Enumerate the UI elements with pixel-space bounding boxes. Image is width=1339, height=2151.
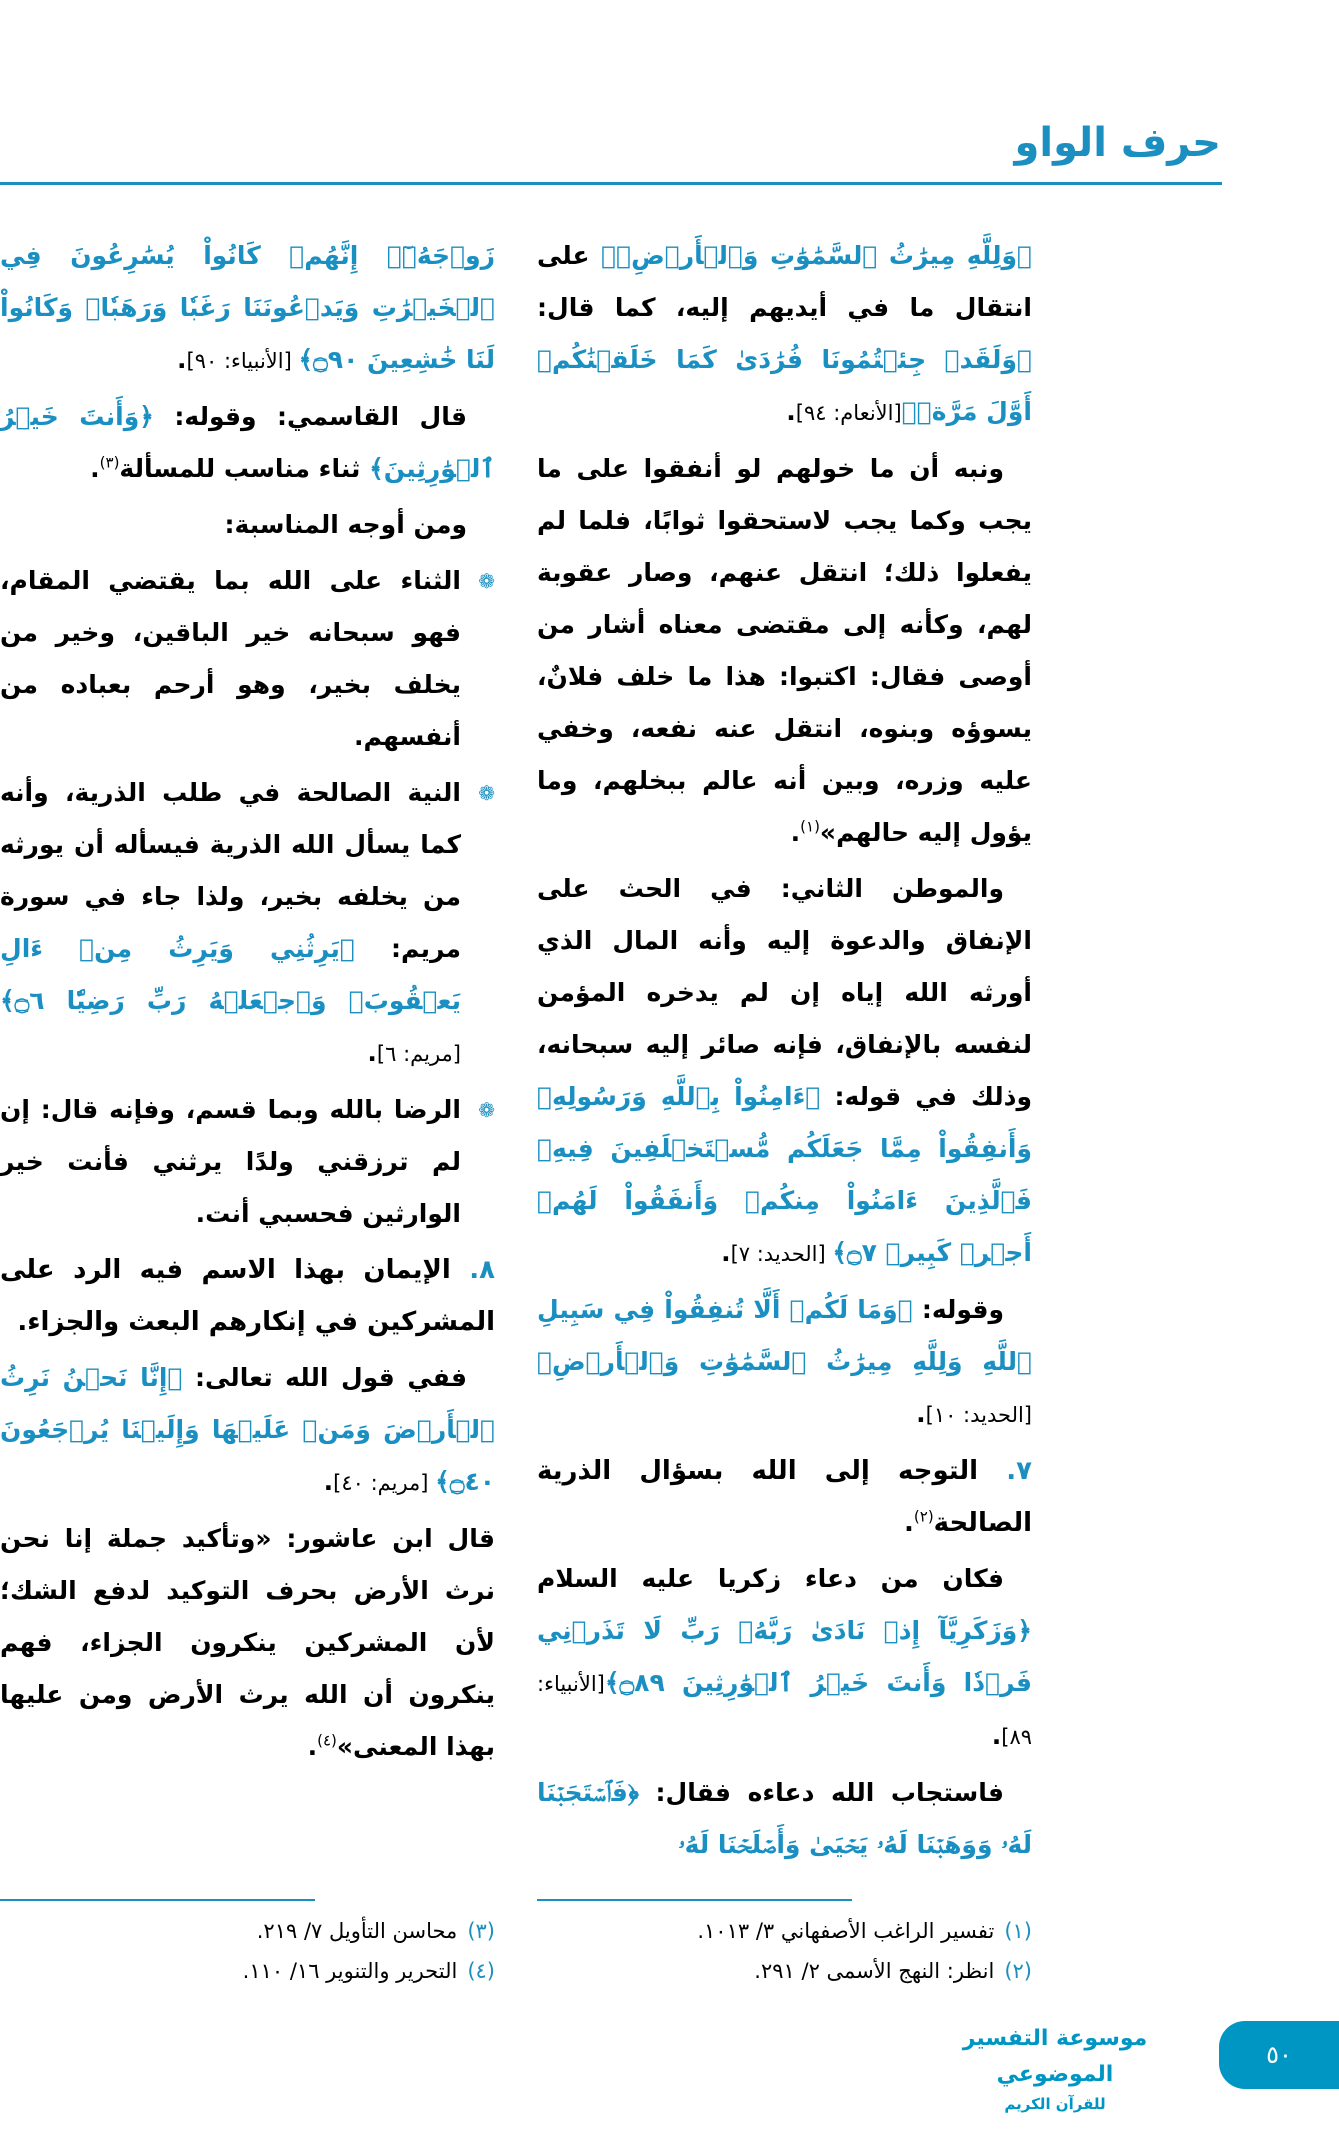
verse-reference: [الأنبياء: ٩٠]	[186, 349, 299, 373]
quran-verse: ﴿ءَامِنُواْ بِٱللَّهِ وَرَسُولِهِۦ وَأَنفِقُواْ مِمَّا جَعَلَكُم مُّسۡتَخۡلَفِينَ فِيهِۖ فَٱلَّذِينَ ءَامَنُواْ مِنكُمۡ وَأَنفَقُواْ لَهُمۡ أَجۡرٞ كَبِيرٞ ۝٧﴾	[537, 1082, 1032, 1267]
paragraph	[0, 391, 495, 495]
footnote-text: تفسير الراغب الأصفهاني ٣/ ١٠١٣.	[697, 1919, 995, 1943]
body-text: ونبه أن ما خولهم لو أنفقوا على ما يجب وكما يجب لاستحقوا ثوابًا، فلما لم يفعلوا ذلك؛ انتقل عنهم، وصار عقوبة لهم، وكأنه إلى مقتضى معناه أشار من أوصى فقال: اكتبوا: هذا ما خلف فلانٌ، يسوؤه وبنوه، انتقل عنه نفعه، وخفي عليه وزره، وبين أنه عالم ببخلهم، وما يؤول إليه حالهم»	[537, 454, 1032, 847]
verse-reference: [الأنبياء: ٨٩]	[537, 1672, 1032, 1749]
body-text: قال ابن عاشور: «وتأكيد جملة إنا نحن نرث الأرض بحرف التوكيد لدفع الشك؛ لأن المشركين ينكرون الجزاء، فهم ينكرون أن الله يرث الأرض ومن عليها بهذا المعنى»	[0, 1524, 495, 1761]
text-body	[0, 230, 1032, 1991]
paragraph	[537, 1767, 1032, 1871]
logo-title: موسوعة التفسير الموضوعي	[962, 2026, 1148, 2087]
quran-verse: ﴿فَٱسۡتَجَبۡنَا لَهُۥ وَوَهَبۡنَا لَهُۥ يَحۡيَىٰ وَأَصۡلَحۡنَا لَهُۥ	[537, 1778, 1032, 1859]
verse-reference: [الحديد: ١٠]	[925, 1403, 1032, 1427]
paragraph	[537, 1553, 1032, 1763]
flower-bullet-icon: ❁	[478, 781, 495, 805]
left-text-column	[0, 230, 495, 1875]
body-text: قال القاسمي: وقوله:	[153, 402, 467, 431]
paragraph	[0, 1352, 495, 1509]
flower-bullet-icon: ❁	[478, 569, 495, 593]
footnote-number: (١)	[1004, 1919, 1032, 1943]
page-number: ٥٠	[1219, 2021, 1339, 2089]
body-text: الرضا بالله وبما قسم، وفإنه قال: إن لم ترزقني ولدًا يرثني فأنت خير الوارثين فحسبي أنت.	[0, 1095, 461, 1228]
body-text: ومن أوجه المناسبة:	[224, 510, 467, 539]
body-text: ففي قول الله تعالى:	[182, 1363, 467, 1392]
quran-verse: ﴿وَأَنتَ خَيۡرُ ٱلۡوَٰرِثِينَ﴾	[0, 402, 495, 483]
logo-subtitle: للقرآن الكريم	[1004, 2095, 1106, 2113]
body-text: والموطن الثاني: في الحث على الإنفاق والدعوة إليه وأنه المال الذي أورثه الله إياه إن لم يدخره المؤمن لنفسه بالإنفاق، فإنه صائر إليه سبحانه، وذلك في قوله:	[537, 874, 1032, 1111]
quran-verse: ﴿وَمَا لَكُمۡ أَلَّا تُنفِقُواْ فِي سَبِيلِ ٱللَّهِ وَلِلَّهِ مِيرَٰثُ ٱلسَّمَٰوَٰتِ وَٱلۡأَرۡضِ﴾	[537, 1295, 1032, 1376]
paragraph	[0, 767, 495, 1080]
section-heading	[537, 1445, 1032, 1549]
paragraph	[0, 1513, 495, 1773]
body-text: .	[721, 1238, 731, 1267]
verse-reference: [الأنعام: ٩٤]	[795, 401, 902, 425]
paragraph	[537, 230, 1032, 439]
paragraph	[537, 1284, 1032, 1441]
footnote-marker: (١)	[800, 817, 820, 836]
body-text: .	[90, 454, 100, 483]
section-number: ٧.	[978, 1456, 1032, 1486]
body-text: .	[307, 1732, 318, 1761]
page-header	[0, 0, 1339, 200]
footnote	[537, 1951, 1032, 1991]
footnote-number: (٣)	[467, 1919, 495, 1943]
quran-verse: ﴿وَلِلَّهِ مِيرَٰثُ ٱلسَّمَٰوَٰتِ وَٱلۡأَرۡضِۗ﴾	[601, 241, 1033, 270]
footnote	[537, 1911, 1032, 1951]
quran-verse: ﴿وَلَقَدۡ جِئۡتُمُونَا فُرَٰدَىٰ كَمَا خَلَقۡنَٰكُمۡ أَوَّلَ مَرَّةٖ﴾	[537, 345, 1032, 426]
body-text: .	[916, 1399, 926, 1428]
body-text: فاستجاب الله دعاءه فقال:	[638, 1778, 1004, 1807]
section-number: ٨.	[450, 1255, 495, 1285]
quran-verse: ﴿يَرِثُنِي وَيَرِثُ مِنۡ ءَالِ يَعۡقُوبَۖ وَٱجۡعَلۡهُ رَبِّ رَضِيّٗا ۝٦﴾	[0, 934, 461, 1015]
paragraph	[537, 443, 1032, 859]
footnote-number: (٢)	[1004, 1959, 1032, 1983]
section-heading	[0, 1244, 495, 1348]
quran-verse: زَوۡجَهُۥٓۚ إِنَّهُمۡ كَانُواْ يُسَٰرِعُونَ فِي ٱلۡخَيۡرَٰتِ وَيَدۡعُونَنَا رَغَبٗا وَرَهَبٗاۖ وَكَانُواْ لَنَا خَٰشِعِينَ ۝٩٠﴾	[0, 241, 495, 374]
body-text: .	[786, 397, 796, 426]
body-text: الإيمان بهذا الاسم فيه الرد على المشركين في إنكارهم البعث والجزاء.	[0, 1255, 495, 1337]
paragraph	[0, 1084, 495, 1240]
header-divider	[0, 182, 1222, 185]
footnotes-left	[0, 1899, 495, 1991]
body-text: .	[991, 1721, 1002, 1750]
body-text: التوجه إلى الله بسؤال الذرية الصالحة	[537, 1456, 1032, 1538]
quran-verse: ﴿وَزَكَرِيَّآ إِذۡ نَادَىٰ رَبَّهُۥ رَبِّ لَا تَذَرۡنِي فَرۡدٗا وَأَنتَ خَيۡرُ ٱلۡوَٰرِثِينَ ۝٨٩﴾	[537, 1616, 1032, 1697]
footnote	[0, 1911, 495, 1951]
footnote-number: (٤)	[467, 1959, 495, 1983]
paragraph	[537, 863, 1032, 1280]
verse-reference: [مريم: ٤٠]	[333, 1471, 436, 1495]
verse-reference: [الحديد: ٧]	[730, 1242, 833, 1266]
quran-verse: ﴿إِنَّا نَحۡنُ نَرِثُ ٱلۡأَرۡضَ وَمَنۡ عَلَيۡهَا وَإِلَيۡنَا يُرۡجَعُونَ ۝٤٠﴾	[0, 1363, 495, 1496]
footnote-marker: (٢)	[913, 1507, 934, 1526]
paragraph	[0, 230, 495, 387]
body-text: .	[790, 818, 801, 847]
chapter-title: حرف الواو	[1014, 120, 1221, 166]
footnotes-right	[537, 1899, 1032, 1991]
paragraph	[0, 499, 495, 551]
footnote-marker: (٤)	[317, 1731, 337, 1750]
footnote-marker: (٣)	[99, 453, 120, 472]
footnote	[0, 1951, 495, 1991]
book-logo	[935, 2021, 1175, 2115]
right-text-column	[537, 230, 1032, 1875]
footnote-text: انظر: النهج الأسمى ٢/ ٢٩١.	[754, 1959, 995, 1983]
verse-reference: [مريم: ٦]	[376, 1042, 461, 1066]
body-text: .	[904, 1508, 914, 1538]
body-text: النية الصالحة في طلب الذرية، وأنه كما يسأل الله الذرية فيسأله أن يورثه من يخلفه بخير، ولذا جاء في سورة مريم:	[0, 778, 461, 963]
body-text: ثناء مناسب للمسألة	[119, 454, 370, 483]
body-text: .	[177, 345, 187, 374]
body-text: فكان من دعاء زكريا عليه السلام	[537, 1564, 1004, 1593]
body-text: وقوله:	[912, 1295, 1004, 1324]
flower-bullet-icon: ❁	[478, 1098, 495, 1122]
body-text: .	[367, 1038, 377, 1067]
page-footer	[0, 2021, 1339, 2151]
footnote-text: محاسن التأويل ٧/ ٢١٩.	[256, 1919, 458, 1943]
footnote-text: التحرير والتنوير ١٦/ ١١٠.	[242, 1959, 458, 1983]
paragraph	[0, 555, 495, 763]
body-text: .	[323, 1467, 334, 1496]
body-text: على انتقال ما في أيديهم إليه، كما قال:	[537, 241, 1032, 322]
body-text: الثناء على الله بما يقتضي المقام، فهو سبحانه خير الباقين، وخير من يخلف بخير، وهو أرحم بعباده من أنفسهم.	[0, 566, 461, 751]
